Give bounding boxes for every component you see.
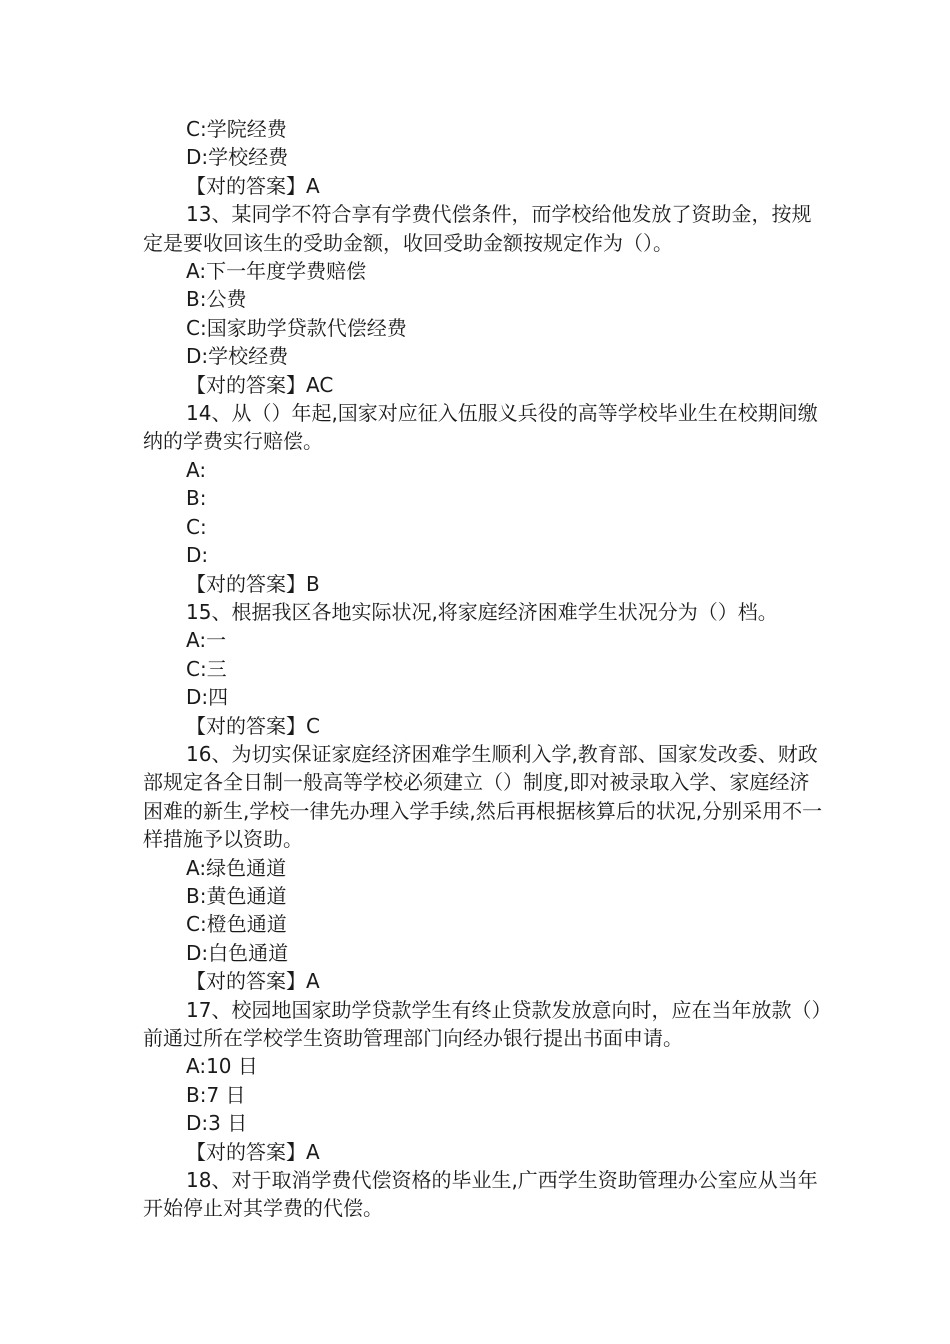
question-stem: 17、校园地国家助学贷款学生有终止贷款发放意向时，应在当年放款（）前通过所在学校学生资助管理部门向经办银行提出书面申请。 <box>143 997 822 1050</box>
option-a: A:绿色通道 <box>186 855 287 880</box>
option-b: B: <box>186 486 207 511</box>
question-stem: 14、从（）年起,国家对应征入伍服义兵役的高等学校毕业生在校期间缴纳的学费实行赔偿。 <box>143 401 818 454</box>
option-d: D:3 日 <box>186 1111 248 1136</box>
option-a: A:下一年度学费赔偿 <box>186 259 367 284</box>
document-body <box>143 115 823 1223</box>
answer: 【对的答案】AC <box>186 372 334 397</box>
question-stem: 18、对于取消学费代偿资格的毕业生,广西学生资助管理办公室应从当年开始停止对其学费的代偿。 <box>143 1168 818 1221</box>
option-a: A:一 <box>186 628 227 653</box>
option-c: C:三 <box>186 656 227 681</box>
answer: 【对的答案】C <box>186 713 320 738</box>
option-c: C:学院经费 <box>186 117 287 141</box>
answer: 【对的答案】A <box>186 173 320 198</box>
option-b: B:7 日 <box>186 1082 246 1107</box>
option-b: B:公费 <box>186 287 247 312</box>
question-13 <box>143 200 823 399</box>
question-12-tail <box>143 115 823 200</box>
option-d: D:学校经费 <box>186 344 289 369</box>
question-stem: 16、为切实保证家庭经济困难学生顺利入学,教育部、国家发改委、财政部规定各全日制一般高等学校必须建立（）制度,即对被录取入学、家庭经济困难的新生,学校一律先办理入学手续,然后再根据核算后的状况,分别采用不一样措施予以资助。 <box>143 741 823 852</box>
option-c: C:国家助学贷款代偿经费 <box>186 315 407 340</box>
option-a: A: <box>186 457 207 482</box>
option-d: D:白色通道 <box>186 940 289 965</box>
option-d: D:四 <box>186 685 229 710</box>
option-c: C:橙色通道 <box>186 912 287 937</box>
option-a: A:10 日 <box>186 1054 258 1079</box>
question-stem: 15、根据我区各地实际状况,将家庭经济困难学生状况分为（）档。 <box>186 599 778 624</box>
question-18 <box>143 1166 823 1223</box>
option-b: B:黄色通道 <box>186 883 287 908</box>
question-15 <box>143 598 823 740</box>
option-d: D:学校经费 <box>186 145 289 170</box>
option-d: D: <box>186 543 209 568</box>
question-14 <box>143 399 823 598</box>
answer: 【对的答案】A <box>186 1139 320 1164</box>
question-16 <box>143 740 823 996</box>
option-c: C: <box>186 514 207 539</box>
question-17 <box>143 996 823 1166</box>
answer: 【对的答案】A <box>186 969 320 994</box>
question-stem: 13、某同学不符合享有学费代偿条件，而学校给他发放了资助金，按规定是要收回该生的受助金额，收回受助金额按规定作为（）。 <box>143 202 812 255</box>
answer: 【对的答案】B <box>186 571 320 596</box>
